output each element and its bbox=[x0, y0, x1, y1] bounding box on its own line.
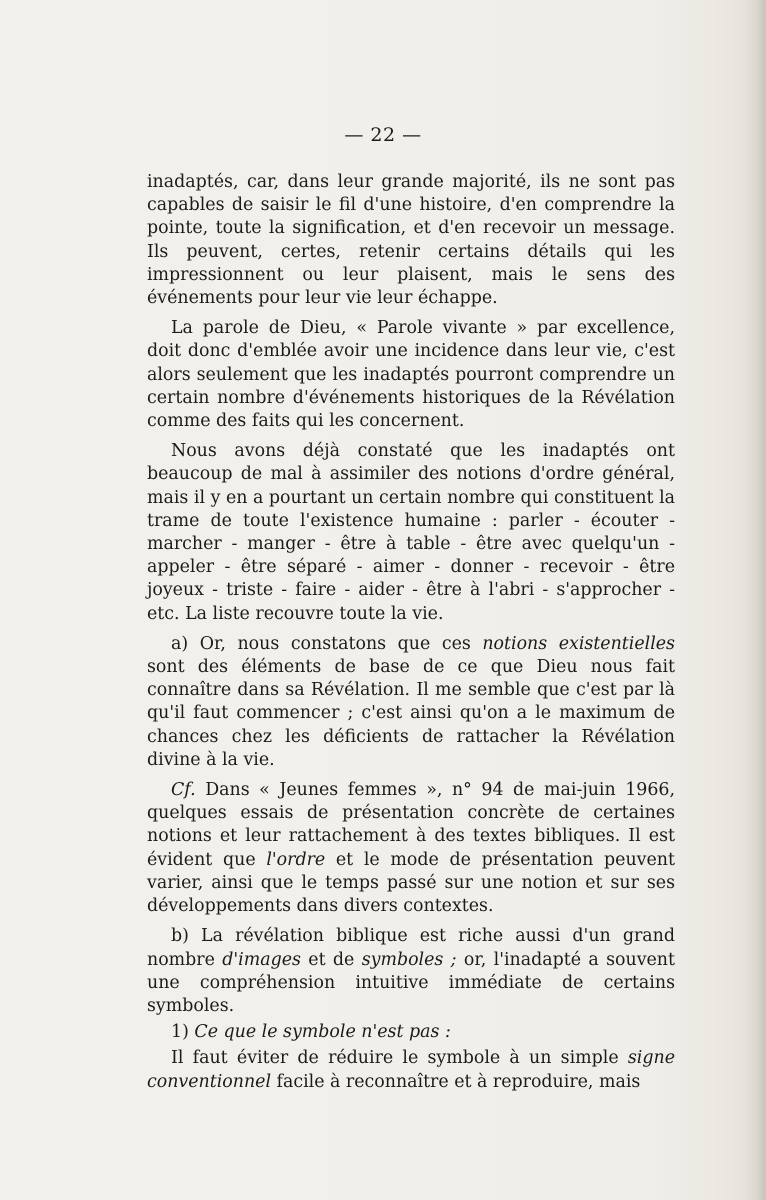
paragraph-4-prefix: a) Or, nous constatons que ces bbox=[171, 633, 483, 654]
paragraph-8-prefix: Il faut éviter de réduire le symbole à un simple bbox=[171, 1048, 628, 1069]
paragraph-8 bbox=[147, 1047, 675, 1093]
paragraph-6-italic-1: d'images bbox=[222, 949, 301, 970]
paragraph-6-rest: or, l'inadapté a souvent une compréhension intuitive immédiate de certains symboles. bbox=[147, 949, 675, 1016]
paragraph-1: inadaptés, car, dans leur grande majorité, ils ne sont pas capables de saisir le fil d'une histoire, d'en comprendre la pointe, toute la signification, et d'en recevoir un message. Ils peuvent, certes, retenir certains détails qui les impressionnent ou leur plaisent, mais le sens des événements pour leur vie leur échappe. bbox=[147, 172, 675, 309]
paragraph-4-rest: sont des éléments de base de ce que Dieu nous fait connaître dans sa Révélation. Il me semble que c'est par là qu'il faut commencer ; c'est ainsi qu'on a le maximum de chances chez les déficients de rattacher la Révélation divine à la vie. bbox=[147, 657, 675, 770]
paragraph-6-prefix: b) La révélation biblique est riche aussi d'un grand nombre bbox=[147, 926, 675, 970]
cf-italic: l'ordre bbox=[266, 849, 326, 870]
paragraph-4-italic: notions existentielles bbox=[482, 633, 675, 654]
paragraph-8-italic: signe conventionnel bbox=[147, 1048, 675, 1092]
body-text bbox=[147, 171, 675, 1101]
subheading-prefix: 1) bbox=[171, 1022, 195, 1043]
paragraph-6-mid: et de bbox=[300, 949, 362, 970]
page-number: — 22 — bbox=[344, 124, 422, 146]
page-edge-shadow bbox=[744, 0, 766, 1200]
subheading-symbole bbox=[147, 1021, 675, 1044]
paragraph-6-italic-2: symboles ; bbox=[361, 949, 457, 970]
paragraph-6-point-b bbox=[147, 925, 675, 1018]
paragraph-2: La parole de Dieu, « Parole vivante » par excellence, doit donc d'emblée avoir une incidence dans leur vie, c'est alors seulement que les inadaptés pourront comprendre un certain nombre d'événements historiques de la Révélation comme des faits qui les concernent. bbox=[147, 318, 675, 432]
subheading-italic: Ce que le symbole n'est pas : bbox=[194, 1022, 451, 1043]
cf-text-1: Dans « Jeunes femmes », n° 94 de mai-juin 1966, quelques essais de présentation concrète de certaines notions et leur rattachement à des textes bibliques. Il est évident que bbox=[147, 780, 675, 870]
paragraph-8-rest: facile à reconnaître et à reproduire, mais bbox=[271, 1071, 641, 1092]
paragraph-3: Nous avons déjà constaté que les inadaptés ont beaucoup de mal à assimiler des notions d'ordre général, mais il y en a pourtant un certain nombre qui constituent la trame de toute l'existence humaine : parler - écouter - marcher - manger - être à table - être avec quelqu'un - appeler - être séparé - aimer - donner - recevoir - être joyeux - triste - faire - aider - être à l'abri - s'approcher - etc. La liste recouvre toute la vie. bbox=[147, 441, 675, 624]
cf-label: Cf. bbox=[171, 780, 196, 801]
paragraph-4-point-a bbox=[147, 633, 675, 772]
paragraph-5-cf bbox=[147, 779, 675, 918]
cf-text-2: et le mode de présentation peuvent varier, ainsi que le temps passé sur une notion et sur ses développements dans divers contextes. bbox=[147, 849, 675, 917]
